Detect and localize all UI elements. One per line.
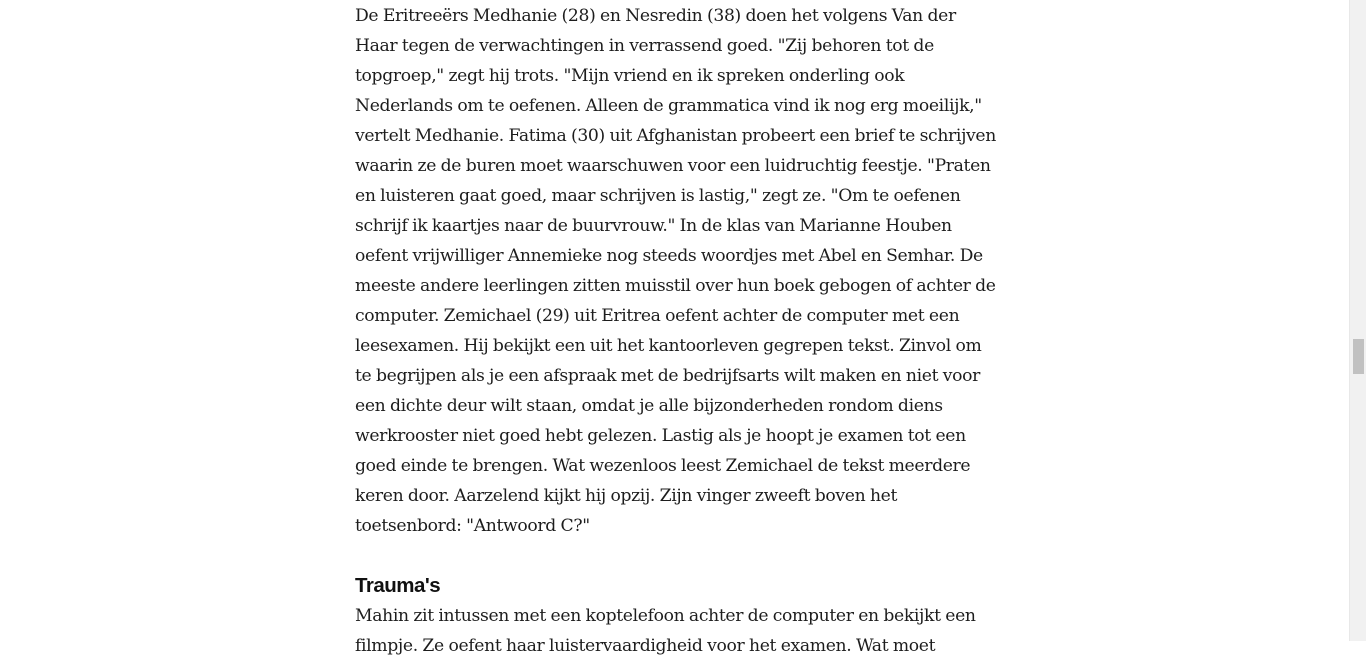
article-paragraph: Mahin zit intussen met een koptelefoon achter de computer en bekijkt een filmpje. Ze oefent haar luistervaardigheid voor het examen. Wat moet <box>355 606 976 656</box>
article-body <box>355 1 1000 661</box>
section-heading: Trauma's <box>355 574 441 597</box>
article-paragraph: De Eritreeërs Medhanie (28) en Nesredin (38) doen het volgens Van der Haar tegen de verwachtingen in verrassend goed. "Zij behoren tot de topgroep," zegt hij trots. "Mijn vriend en ik spreken onderling ook Nederlands om te oefenen. Alleen de grammatica vind ik nog erg moeilijk," vertelt Medhanie. Fatima (30) uit Afghanistan probeert een brief te schrijven waarin ze de buren moet waarschuwen voor een luidruchtig feestje. "Praten en luisteren gaat goed, maar schrijven is lastig," zegt ze. "Om te oefenen schrijf ik kaartjes naar de buurvrouw." In de klas van Marianne Houben oefent vrijwilliger Annemieke nog steeds woordjes met Abel en Semhar. De meeste andere leerlingen zitten muisstil over hun boek gebogen of achter de computer. Zemichael (29) uit Eritrea oefent achter de computer met een leesexamen. Hij bekijkt een uit het kantoorleven gegrepen tekst. Zinvol om te begrijpen als je een afspraak met de bedrijfsarts wilt maken en niet voor een dichte deur wilt staan, omdat je alle bijzonderheden rondom diens werkrooster niet goed hebt gelezen. Lastig als je hoopt je examen tot een goed einde te brengen. Wat wezenloos leest Zemichael de tekst meerdere keren door. Aarzelend kijkt hij opzij. Zijn vinger zweeft boven het toetsenbord: "Antwoord C?" <box>355 6 996 536</box>
scrollbar-thumb[interactable] <box>1353 339 1364 374</box>
vertical-scrollbar[interactable] <box>1349 0 1366 641</box>
